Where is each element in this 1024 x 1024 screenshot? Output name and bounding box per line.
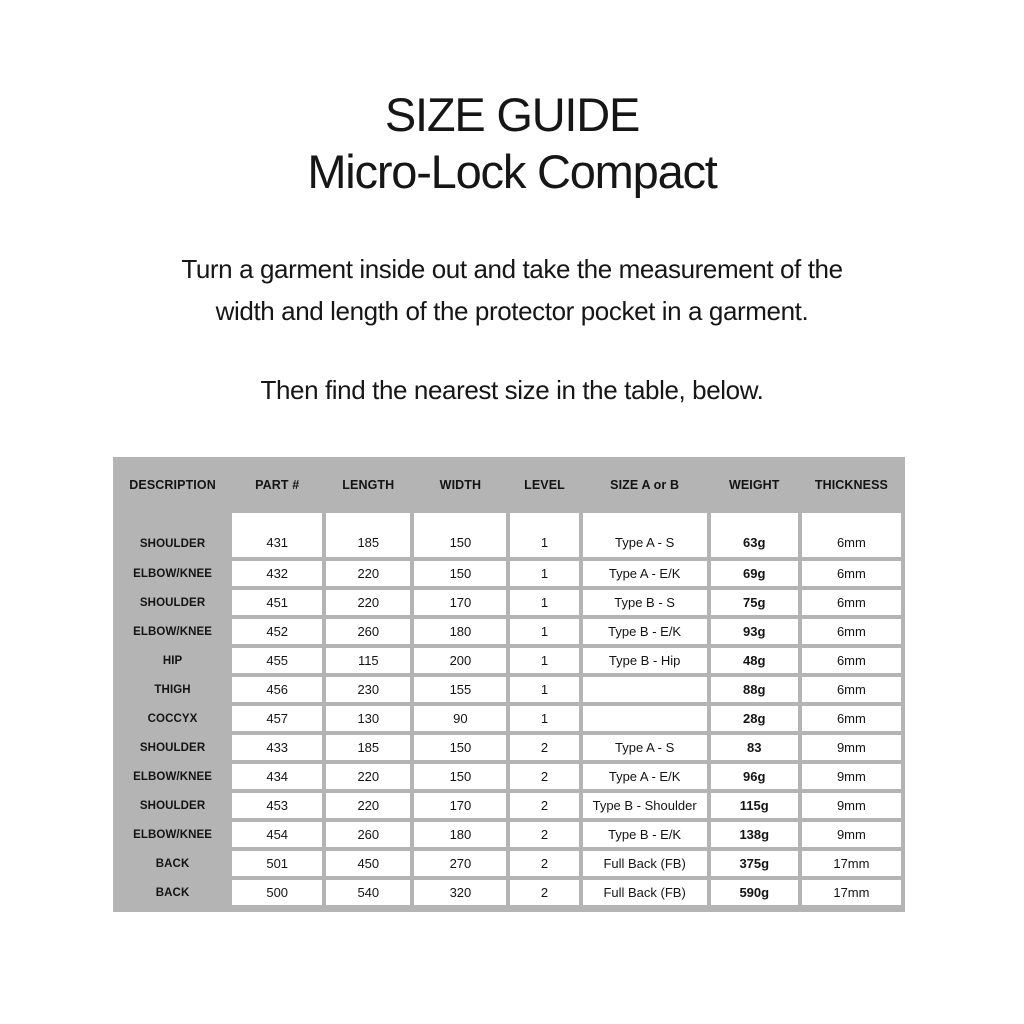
value-cell: 6mm: [802, 590, 901, 615]
value-cell: 457: [232, 706, 322, 731]
description-cell: ELBOW/KNEE: [133, 625, 213, 638]
description-cell: BACK: [155, 886, 190, 899]
value-cell: 1: [510, 590, 578, 615]
value-cell: 75g: [711, 590, 798, 615]
value-cell: 200: [414, 648, 506, 673]
table-row: [117, 880, 901, 905]
value-cell: 452: [232, 619, 322, 644]
value-cell: Full Back (FB): [583, 851, 707, 876]
value-cell: Type B - S: [583, 590, 707, 615]
instructions-paragraph: [0, 248, 1024, 332]
table-row: [117, 513, 901, 557]
value-cell: 96g: [711, 764, 798, 789]
value-cell: 115g: [711, 793, 798, 818]
value-cell: Type B - E/K: [583, 619, 707, 644]
value-cell: 180: [414, 822, 506, 847]
value-cell: 1: [510, 706, 578, 731]
value-cell: 220: [326, 793, 410, 818]
value-cell: 9mm: [802, 735, 901, 760]
value-cell: 455: [232, 648, 322, 673]
column-header: SIZE A or B: [610, 478, 680, 492]
column-header: WEIGHT: [728, 478, 780, 492]
value-cell: 63g: [711, 513, 798, 557]
value-cell: 150: [414, 764, 506, 789]
column-header: WIDTH: [439, 478, 482, 492]
value-cell: 150: [414, 561, 506, 586]
value-cell: Full Back (FB): [583, 880, 707, 905]
column-header: THICKNESS: [814, 478, 888, 492]
column-header: DESCRIPTION: [129, 478, 216, 492]
value-cell: 93g: [711, 619, 798, 644]
value-cell: 2: [510, 851, 578, 876]
value-cell: 170: [414, 793, 506, 818]
table-row: [117, 648, 901, 673]
table-row: [117, 735, 901, 760]
value-cell: 501: [232, 851, 322, 876]
value-cell: Type B - E/K: [583, 822, 707, 847]
description-cell: HIP: [162, 654, 183, 667]
value-cell: Type A - S: [583, 513, 707, 557]
column-header: LENGTH: [342, 478, 395, 492]
value-cell: Type A - S: [583, 735, 707, 760]
value-cell: 130: [326, 706, 410, 731]
page-title-line2: Micro-Lock Compact: [307, 145, 717, 198]
value-cell: 88g: [711, 677, 798, 702]
value-cell: 115: [326, 648, 410, 673]
value-cell: 48g: [711, 648, 798, 673]
column-header: LEVEL: [524, 478, 565, 492]
value-cell: [583, 706, 707, 731]
value-cell: 185: [326, 735, 410, 760]
description-cell: BACK: [155, 857, 190, 870]
value-cell: 260: [326, 619, 410, 644]
value-cell: 2: [510, 764, 578, 789]
value-cell: [583, 677, 707, 702]
value-cell: 6mm: [802, 706, 901, 731]
value-cell: 433: [232, 735, 322, 760]
value-cell: 540: [326, 880, 410, 905]
value-cell: 150: [414, 513, 506, 557]
instructions-note: Then find the nearest size in the table, below.: [260, 375, 764, 405]
value-cell: 1: [510, 677, 578, 702]
value-cell: 69g: [711, 561, 798, 586]
value-cell: 90: [414, 706, 506, 731]
value-cell: 185: [326, 513, 410, 557]
value-cell: 456: [232, 677, 322, 702]
table-row: [117, 793, 901, 818]
value-cell: 150: [414, 735, 506, 760]
value-cell: 270: [414, 851, 506, 876]
value-cell: 6mm: [802, 619, 901, 644]
column-header: PART #: [255, 478, 300, 492]
description-cell: SHOULDER: [139, 596, 206, 609]
header-row: [117, 461, 901, 509]
value-cell: 83: [711, 735, 798, 760]
table-row: [117, 677, 901, 702]
value-cell: 375g: [711, 851, 798, 876]
value-cell: 260: [326, 822, 410, 847]
value-cell: 6mm: [802, 561, 901, 586]
description-cell: SHOULDER: [139, 538, 206, 550]
value-cell: 28g: [711, 706, 798, 731]
table-row: [117, 764, 901, 789]
size-table: [113, 457, 905, 909]
description-cell: ELBOW/KNEE: [133, 567, 213, 580]
value-cell: 453: [232, 793, 322, 818]
value-cell: 138g: [711, 822, 798, 847]
value-cell: 9mm: [802, 822, 901, 847]
value-cell: 2: [510, 735, 578, 760]
value-cell: 450: [326, 851, 410, 876]
value-cell: 2: [510, 793, 578, 818]
value-cell: 320: [414, 880, 506, 905]
value-cell: 155: [414, 677, 506, 702]
value-cell: 9mm: [802, 793, 901, 818]
description-cell: ELBOW/KNEE: [133, 770, 213, 783]
value-cell: 180: [414, 619, 506, 644]
value-cell: Type B - Shoulder: [583, 793, 707, 818]
value-cell: 1: [510, 648, 578, 673]
value-cell: Type B - Hip: [583, 648, 707, 673]
value-cell: 6mm: [802, 677, 901, 702]
description-cell: ELBOW/KNEE: [133, 828, 213, 841]
value-cell: 17mm: [802, 880, 901, 905]
value-cell: 6mm: [802, 513, 901, 557]
value-cell: 431: [232, 513, 322, 557]
value-cell: 434: [232, 764, 322, 789]
description-cell: THIGH: [154, 683, 191, 696]
table-row: [117, 590, 901, 615]
value-cell: 220: [326, 590, 410, 615]
value-cell: 230: [326, 677, 410, 702]
value-cell: 454: [232, 822, 322, 847]
page-title-line1: SIZE GUIDE: [384, 88, 640, 141]
value-cell: 500: [232, 880, 322, 905]
value-cell: 451: [232, 590, 322, 615]
value-cell: 2: [510, 822, 578, 847]
instructions-line2: width and length of the protector pocket in a garment.: [215, 296, 809, 326]
table-row: [117, 619, 901, 644]
page-title: [0, 86, 1024, 200]
description-cell: SHOULDER: [139, 741, 206, 754]
value-cell: 6mm: [802, 648, 901, 673]
description-cell: COCCYX: [147, 712, 198, 725]
table-row: [117, 561, 901, 586]
size-table-panel: [113, 457, 905, 912]
value-cell: 170: [414, 590, 506, 615]
value-cell: 9mm: [802, 764, 901, 789]
table-row: [117, 822, 901, 847]
value-cell: 220: [326, 561, 410, 586]
table-row: [117, 706, 901, 731]
instructions-line1: Turn a garment inside out and take the measurement of the: [181, 254, 843, 284]
value-cell: 590g: [711, 880, 798, 905]
value-cell: Type A - E/K: [583, 764, 707, 789]
value-cell: Type A - E/K: [583, 561, 707, 586]
value-cell: 1: [510, 619, 578, 644]
description-cell: SHOULDER: [139, 799, 206, 812]
value-cell: 1: [510, 513, 578, 557]
value-cell: 1: [510, 561, 578, 586]
value-cell: 17mm: [802, 851, 901, 876]
value-cell: 2: [510, 880, 578, 905]
value-cell: 220: [326, 764, 410, 789]
table-row: [117, 851, 901, 876]
value-cell: 432: [232, 561, 322, 586]
